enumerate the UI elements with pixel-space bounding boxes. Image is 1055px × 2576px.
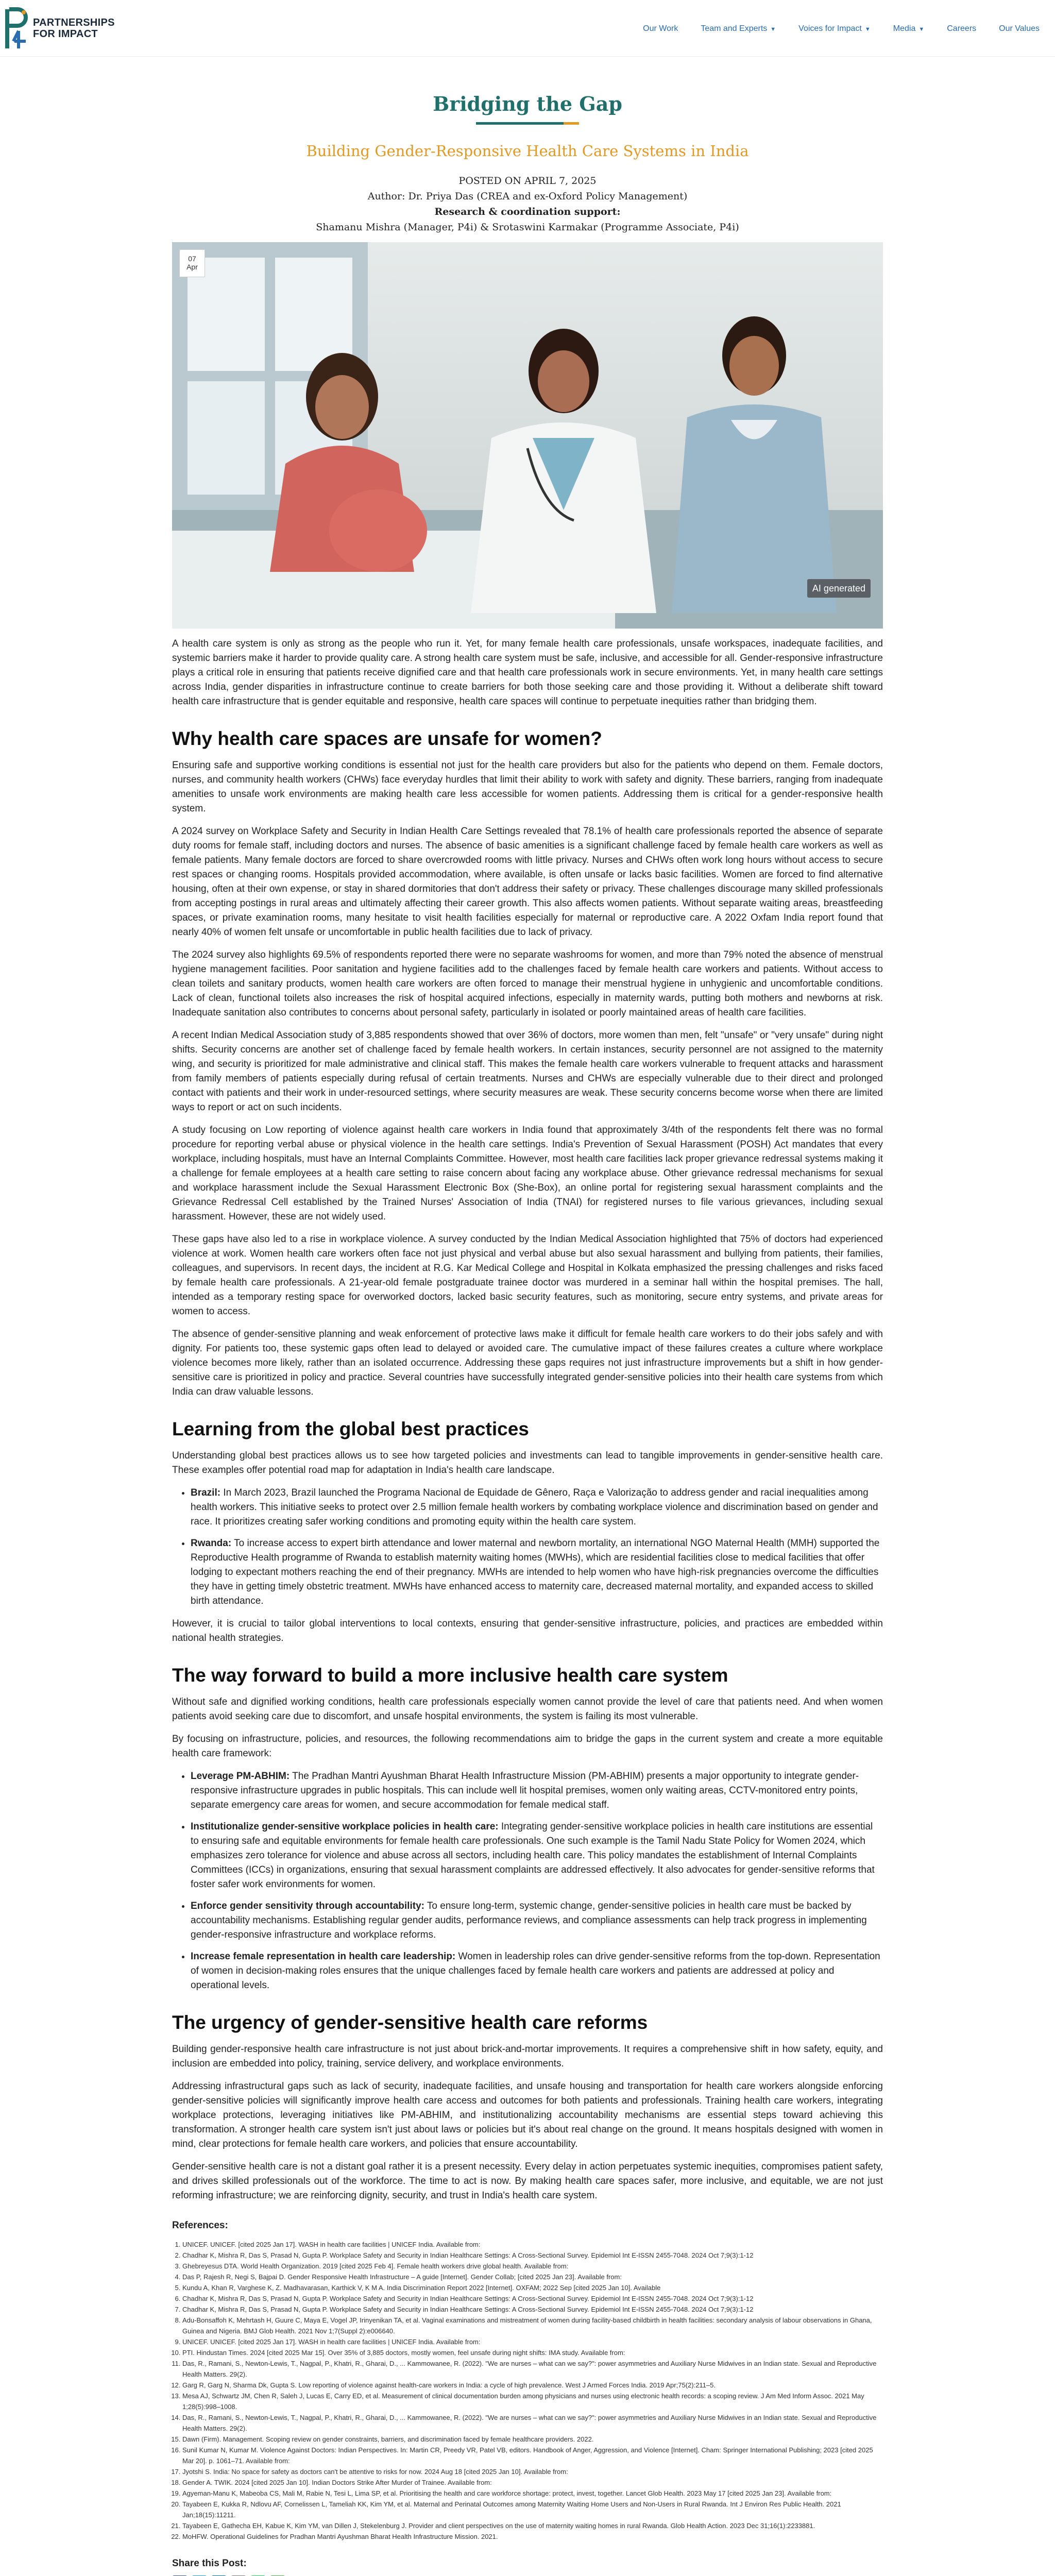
reference-item: 3. Ghebreyesus DTA. World Health Organization. 2019 [cited 2025 Feb 4]. Female health workers drive global health. Available from: — [182, 2261, 883, 2272]
nav-label: Our Values — [999, 24, 1040, 33]
date-badge-month: Apr — [186, 263, 198, 272]
reference-item: 9. UNICEF. UNICEF. [cited 2025 Jan 17]. WASH in health care facilities | UNICEF India. Available from: — [182, 2336, 883, 2347]
reference-item: 1. UNICEF. UNICEF. [cited 2025 Jan 17]. WASH in health care facilities | UNICEF India. Available from: — [182, 2239, 883, 2250]
reference-item: 20. Tayabeen E, Kukka R, Ndlovu AF, Cornelissen L, Tameliah KK, Kim YM, et al. Maternal and Perinatal Outcomes among Maternity Waiting Home Users and Non-Users in Rural Rwanda. Int J Environ Res Public Health. 2021 Jan;18(15):11211. — [182, 2499, 883, 2520]
list-item-lead: Enforce gender sensitivity through accountability: — [191, 1901, 424, 1912]
reference-item: 2. Chadhar K, Mishra R, Das S, Prasad N, Gupta P. Workplace Safety and Security in Indian Healthcare Settings: A Cross-Sectional Survey. Epidemiol Int E-ISSN 2455-7048. 2024 Oct 7;9(3):1-12 — [182, 2250, 883, 2261]
list-item-text: To ensure long-term, systemic change, gender-sensitive policies in health care must be backed by accountability mechanisms. Establishing regular gender audits, performance reviews, and compliance assessments can help track progress in implementing gender-responsive infrastructure and workplace reforms. — [191, 1901, 867, 1941]
references-heading: References: — [172, 2220, 228, 2231]
references-list — [182, 2239, 883, 2542]
paragraph: Without safe and dignified working conditions, health care professionals especially women cannot provide the level of care that patients need. And when women patients avoid seeking care due to discomfort, and unsafe hospital environments, the system is failing its most vulnerable. — [172, 1697, 883, 1722]
list-item-text: Integrating gender-sensitive workplace policies in health care institutions are essential to ensuring safe and equitable environments for female health care professionals. One such example is the Tamil Nadu State Policy for Women 2024, which emphasizes zero tolerance for violence and abuse across all sectors, including health care. This policy mandates the establishment of Internal Complaints Committees (ICCs) in organizations, ensuring that sexual harassment complaints are addressed effectively. It also advocates for gender-sensitive reforms that foster safer work environments for women. — [191, 1821, 875, 1890]
article — [172, 90, 883, 2576]
paragraph: However, it is crucial to tailor global interventions to local contexts, ensuring that gender-sensitive infrastructure, policies, and practices are embedded within national health strategies. — [172, 1618, 883, 1644]
article-body — [172, 637, 883, 2576]
paragraph: Understanding global best practices allows us to see how targeted policies and investments can lead to tangible improvements in gender-sensitive health care. These examples offer potential road map for adaptation in India's health care landscape. — [172, 1450, 883, 1476]
nav-label: Careers — [947, 24, 977, 33]
nav-media[interactable] — [893, 23, 924, 35]
paragraph: Building gender-responsive health care infrastructure is not just about brick-and-mortar improvements. It requires a comprehensive shift in how safety, equity, and inclusion are embedded into policy, training, service delivery, and workplace environments. — [172, 2044, 883, 2070]
title-underline — [172, 122, 883, 125]
nav-careers[interactable] — [947, 23, 976, 35]
date-badge — [179, 249, 205, 277]
paragraph: These gaps have also led to a rise in workplace violence. A survey conducted by the Indian Medical Association highlighted that 75% of doctors had experienced violence at work. Women health care workers often face not just physical and verbal abuse but also sexual harassment and bullying from patients, their families, colleagues, and supervisors. In recent days, the incident at R.G. Kar Medical College and Hospital in Kolkata emphasized the pressing challenges and risks faced by female health care professionals. A 21-year-old female postgraduate trainee doctor was murdered in a seminar hall within the hospital premises. The hall, intended as a temporary resting space for overworked doctors, lacked basic security features, such as monitoring, secure entry systems, and private areas for women to access. — [172, 1234, 883, 1317]
section-heading: The way forward to build a more inclusive health care system — [172, 1665, 728, 1686]
main-nav — [643, 23, 1040, 35]
recommendations-list — [191, 1769, 883, 1993]
reference-item: 8. Adu-Bonsaffoh K, Mehrtash H, Guure C, Maya E, Vogel JP, Irinyenikan TA, et al. Vaginal examinations and mistreatment of women during facility-based childbirth in health facilities: secondary analysis of labour observations in Ghana, Guinea and Nigeria. BMJ Glob Health. 2021 Nov 1;7(Suppl 2):e006640. — [182, 2315, 883, 2336]
section-heading: The urgency of gender-sensitive health care reforms — [172, 2012, 648, 2033]
reference-item: 14. Das, R., Ramani, S., Newton-Lewis, T., Nagpal, P., Khatri, R., Gharai, D., ... Kammowanee, R. (2022). "We are nurses – what can we say?": power asymmetries and Auxiliary Nurse Midwives in an Indian state. Sexual and Reproductive Health Matters. 29(2). — [182, 2412, 883, 2434]
list-item-lead: Leverage PM-ABHIM: — [191, 1771, 290, 1782]
paragraph: A study focusing on Low reporting of violence against health care workers in India found that approximately 3/4th of the respondents felt there was no formal procedure for reporting verbal abuse or physical violence in the health care settings. India's Prevention of Sexual Harassment (POSH) Act mandates that every workplace, including hospitals, must have an Internal Complaints Committee. However, most health care facilities lack proper grievance redressal systems making it a challenge for female employees at a health care setting to raise concern about facing any workplace abuse. Other grievance redressal mechanisms for sexual and workplace harassment include the Sexual Harassment Electronic Box (She-Box), an online portal for registering sexual harassment complaints and the Grievance Redressal Cell established by the Trained Nurses' Association of India (TNAI) for registered nurses to file various grievances, including sexual harassment. However, these are not widely used. — [172, 1125, 883, 1223]
paragraph: The absence of gender-sensitive planning and weak enforcement of protective laws make it difficult for female health care workers to do their jobs safely and with dignity. For patients too, these systemic gaps often lead to delayed or avoided care. The cumulative impact of these failures creates a culture where workplace violence becomes more likely, rather than an isolated occurrence. Addressing these gaps requires not just infrastructure improvements but a shift in how gender-sensitive care is prioritized in policy and practice. Several countries have successfully integrated gender-sensitive policies into their health care systems from which India can draw valuable lessons. — [172, 1329, 883, 1398]
paragraph: Gender-sensitive health care is not a distant goal rather it is a present necessity. Every delay in action perpetuates systemic inequities, compromises patient safety, and drives skilled professionals out of the workforce. The time to act is now. By making health care spaces safer, more inclusive, and equitable, we are not just reforming infrastructure; we are reinforcing dignity, security, and trust in India's health care system. — [172, 2161, 883, 2201]
global-examples-list — [191, 1486, 883, 1608]
paragraph: Ensuring safe and supportive working conditions is essential not just for the health care providers but also for the patients who depend on them. Female doctors, nurses, and community health workers (CHWs) face everyday hurdles that limit their ability to work with safety and dignity. These barriers, ranging from inadequate amenities to unsafe work environments are making health care less accessible for women patients. Addressing them is critical for a gender-responsive health system. — [172, 760, 883, 815]
page-subtitle: Building Gender-Responsive Health Care Systems in India — [306, 142, 749, 160]
brand-name-line2: FOR IMPACT — [33, 28, 98, 40]
list-item-lead: Increase female representation in health care leadership: — [191, 1951, 456, 1962]
list-item — [191, 1899, 883, 1942]
site-logo[interactable] — [3, 5, 115, 52]
brand-name — [33, 17, 115, 40]
p4i-logo-icon — [3, 5, 28, 52]
list-item — [191, 1769, 883, 1812]
reference-item: 7. Chadhar K, Mishra R, Das S, Prasad N, Gupta P. Workplace Safety and Security in Indian Healthcare Settings: A Cross-Sectional Survey. Epidemiol Int E-ISSN 2455-7048. 2024 Oct 7;9(3):1-12 — [182, 2304, 883, 2315]
intro-paragraph: A health care system is only as strong as the people who run it. Yet, for many female health care professionals, unsafe workspaces, inadequate facilities, and systemic barriers make it harder to provide quality care. A strong health care system must be safe, inclusive, and accessible for all. Gender-responsive infrastructure plays a critical role in ensuring that patients receive dignified care and that health care professionals work in secure environments. Yet, in many health care settings across India, gender disparities in infrastructure continue to create barriers for both those seeking care and those providing it. Without a deliberate shift toward health care infrastructure that is gender equitable and responsive, health care spaces will continue to perpetuate inequities rather than bridging them. — [172, 638, 883, 707]
chevron-down-icon: ▼ — [918, 26, 925, 32]
list-item-text: In March 2023, Brazil launched the Programa Nacional de Equidade de Gênero, Raça e Valorização to address gender and racial inequalities among health workers. This initiative seeks to protect over 2.5 million female health workers by combating workplace violence and discrimination based on gender and race. It prioritizes creating safer working conditions and promoting equity within the health care system. — [191, 1487, 878, 1528]
page-title: Bridging the Gap — [433, 92, 622, 115]
chevron-down-icon: ▼ — [770, 26, 776, 32]
paragraph: A 2024 survey on Workplace Safety and Security in Indian Health Care Settings revealed that 78.1% of health care professionals reported the absence of separate duty rooms for female staff, including doctors and nurses. The absence of basic amenities is a significant challenge faced by female health care workers as well as female patients. Many female doctors are forced to share overcrowded rooms with little privacy. Nurses and CHWs often work long hours without access to secure rest spaces or changing rooms. Hospitals provided accommodation, where available, is often unsafe or lacks basic facilities. Women are forced to find alternative housing, often at their own expense, or stay in shared dormitories that don't address their safety or privacy. These challenges discourage many skilled professionals from accepting postings in rural areas and ultimately affecting their career growth. This also affects women patients. Without separate waiting areas, breastfeeding spaces, or private examination rooms, many hesitate to visit health facilities especially for maternal or reproductive care. A 2022 Oxfam India report found that nearly 40% of women felt unsafe or uncomfortable in public health facilities due to lack of privacy. — [172, 826, 883, 938]
nav-label: Team and Experts — [701, 24, 768, 33]
ai-generated-tag: AI generated — [807, 579, 871, 598]
reference-item: 11. Das, R., Ramani, S., Newton-Lewis, T., Nagpal, P., Khatri, R., Gharai, D., ... Kammowanee, R. (2022). "We are nurses – what can we say?": power asymmetries and Auxiliary Nurse Midwives in an Indian state. Sexual and Reproductive Health Matters. 29(2). — [182, 2358, 883, 2380]
list-item-lead: Institutionalize gender-sensitive workplace policies in health care: — [191, 1821, 499, 1833]
reference-item: 5. Kundu A, Khan R, Varghese K, Z. Madhavarasan, Karthick V, K M A. India Discrimination Report 2022 [Internet]. OXFAM; 2022 Sep [cited 2025 Jan 10]. Available — [182, 2282, 883, 2293]
list-item — [191, 1536, 883, 1608]
list-item-lead: Brazil: — [191, 1487, 221, 1499]
reference-item: 6. Chadhar K, Mishra R, Das S, Prasad N, Gupta P. Workplace Safety and Security in Indian Healthcare Settings: A Cross-Sectional Survey. Epidemiol Int E-ISSN 2455-7048. 2024 Oct 7;9(3):1-12 — [182, 2293, 883, 2304]
paragraph: By focusing on infrastructure, policies, and resources, the following recommendations aim to bridge the gaps in the current system and create a more equitable health care framework: — [172, 1734, 883, 1759]
nav-our-work[interactable] — [643, 23, 678, 35]
reference-item: 18. Gender A. TWIK. 2024 [cited 2025 Jan 10]. Indian Doctors Strike After Murder of Trainee. Available from: — [182, 2477, 883, 2488]
share-heading: Share this Post: — [172, 2557, 247, 2569]
section-heading: Learning from the global best practices — [172, 1418, 529, 1440]
list-item-lead: Rwanda: — [191, 1538, 232, 1549]
hero-image — [172, 242, 883, 629]
nav-label: Our Work — [643, 24, 678, 33]
section-heading: Why health care spaces are unsafe for women? — [172, 728, 602, 750]
support-heading: Research & coordination support: — [434, 206, 621, 218]
nav-team-experts[interactable] — [701, 23, 776, 35]
reference-item: 22. MoHFW. Operational Guidelines for Pradhan Mantri Ayushman Bharat Health Infrastructure Mission. 2021. — [182, 2531, 883, 2542]
hero-illustration — [172, 242, 883, 629]
list-item — [191, 1486, 883, 1529]
reference-item: 15. Dawn (Firm). Management. Scoping review on gender constraints, barriers, and discrimination faced by female healthcare providers. 2022. — [182, 2434, 883, 2445]
reference-item: 10. PTI. Hindustan Times. 2024 [cited 2025 Mar 15]. Over 35% of 3,885 doctors, mostly women, feel unsafe during night shifts: IMA study. Available from: — [182, 2347, 883, 2358]
brand-name-line1: PARTNERSHIPS — [33, 16, 115, 28]
nav-label: Media — [893, 24, 916, 33]
article-meta — [172, 173, 883, 235]
list-item-text: The Pradhan Mantri Ayushman Bharat Health Infrastructure Mission (PM-ABHIM) presents a major opportunity to integrate gender-responsive infrastructure upgrades in public hospitals. This can include well lit hospital premises, women only waiting areas, CCTV-monitored entry points, separate emergency care areas for women, and secure accommodation for female medical staff. — [191, 1771, 859, 1811]
reference-item: 4. Das P, Rajesh R, Negi S, Bajpai D. Gender Responsive Health Infrastructure – A guide [Internet]. Gender Collab; [cited 2025 Jan 23]. Available from: — [182, 2272, 883, 2282]
list-item-text: To increase access to expert birth attendance and lower maternal and newborn mortality, an international NGO Maternal Health (MMH) supported the Reproductive Health programme of Rwanda to establish maternity waiting homes (MWHs), which are residential facilities close to medical facilities that offer lodging to expectant mothers reaching the end of their pregnancy. MWHs are intended to help women who have high-risk pregnancies overcome the difficulties they have in getting timely obstetric treatment. MWHs have enhanced access to maternity care, decreased maternal mortality, and expanded access to skilled birth attendance. — [191, 1538, 880, 1607]
paragraph: Addressing infrastructural gaps such as lack of security, inadequate facilities, and unsafe housing and transportation for health care workers alongside enforcing gender-sensitive policies will significantly improve health care access and outcomes for both patients and professionals. Training health care workers, integrating workplace protections, leveraging initiatives like PM-ABHIM, and institutionalizing accountability mechanisms are essential steps toward achieving this transformation. A stronger health care system isn't just about laws or policies but it's about real change on the ground. It means hospitals designed with women in mind, clear protections for female health care workers, and policies that ensure accountability. — [172, 2081, 883, 2150]
list-item-text: Women in leadership roles can drive gender-sensitive reforms from the top-down. Representation of women in decision-making roles ensures that the unique challenges faced by female health care workers and patients are addressed at policy and operational levels. — [191, 1951, 880, 1991]
nav-label: Voices for Impact — [798, 24, 862, 33]
nav-voices[interactable] — [798, 23, 871, 35]
paragraph: The 2024 survey also highlights 69.5% of respondents reported there were no separate washrooms for women, and more than 79% noted the absence of menstrual hygiene management facilities. Poor sanitation and hygiene facilities add to the challenges faced by female health care workers and patients. Without access to clean toilets and sanitary products, women health care workers are often forced to manage their menstrual hygiene in unhygienic and uncomfortable conditions. Lack of clean, functional toilets also increases the risk of hospital acquired infections, especially in maternity wards, putting both mothers and newborns at risk. Inadequate sanitation also contributes to concerns about personal safety, particularly in isolated or poorly maintained areas of health care facilities. — [172, 950, 883, 1019]
posted-date: POSTED ON APRIL 7, 2025 — [458, 175, 597, 187]
support-names: Shamanu Mishra (Manager, P4i) & Srotaswini Karmakar (Programme Associate, P4i) — [316, 222, 739, 233]
paragraph: A recent Indian Medical Association study of 3,885 respondents showed that over 36% of doctors, more women than men, felt "unsafe" or "very unsafe" during night shifts. Security concerns are another set of challenge faced by female health workers. In certain instances, security personnel are not assigned to the maternity wing, and security is prioritized for male administrative and clinical staff. This makes the female health care workers vulnerable to frequent attacks and harassment from family members of patients especially during refusal of certain treatments. Nurses and CHWs are especially vulnerable due to their direct and prolonged contact with patients and their work in under-resourced settings, where security measures are weak. These security concerns become worse when there are limited ways to report or act on such incidents. — [172, 1030, 883, 1113]
reference-item: 13. Mesa AJ, Schwartz JM, Chen R, Saleh J, Lucas E, Carry ED, et al. Measurement of clinical documentation burden among physicians and nurses using electronic health records: a scoping review. J Am Med Inform Assoc. 2021 May 1;28(5):998–1008. — [182, 2391, 883, 2412]
list-item — [191, 1950, 883, 1993]
reference-item: 21. Tayabeen E, Gathecha EH, Kabue K, Kim YM, van Dillen J, Stekelenburg J. Provider and client perspectives on the use of maternity waiting homes in rural Rwanda. Glob Health Action. 2023 Dec 31;16(1):2233881. — [182, 2520, 883, 2531]
chevron-down-icon: ▼ — [864, 26, 871, 32]
reference-item: 19. Agyeman-Manu K, Mabeoba CS, Mali M, Rabie N, Tesi L, Lima SP, et al. Prioritising the health and care workforce shortage: protect, invest, together. Lancet Glob Health. 2023 May 17 [cited 2025 Jan 23]. Available from: — [182, 2488, 883, 2499]
reference-item: 16. Sunil Kumar N, Kumar M. Violence Against Doctors: Indian Perspectives. In: Martin CR, Preedy VR, Patel VB, editors. Handbook of Anger, Aggression, and Violence [Internet]. Cham: Springer International Publishing; 2023 [cited 2025 Mar 20]. p. 1061–71. Available from: — [182, 2445, 883, 2466]
reference-item: 17. Jyotshi S. India: No space for safety as doctors can't be attentive to risks for now. 2024 Aug 18 [cited 2025 Jan 10]. Available from: — [182, 2466, 883, 2477]
site-header — [0, 0, 1055, 57]
nav-our-values[interactable] — [999, 23, 1040, 35]
list-item — [191, 1820, 883, 1892]
author-line: Author: Dr. Priya Das (CREA and ex-Oxford Policy Management) — [367, 191, 688, 202]
reference-item: 12. Garg R, Garg N, Sharma Dk, Gupta S. Low reporting of violence against health-care workers in India: a cycle of high prevalence. West J Armed Forces India. 2019 Apr;75(2):211–5. — [182, 2380, 883, 2391]
date-badge-day: 07 — [188, 255, 196, 263]
